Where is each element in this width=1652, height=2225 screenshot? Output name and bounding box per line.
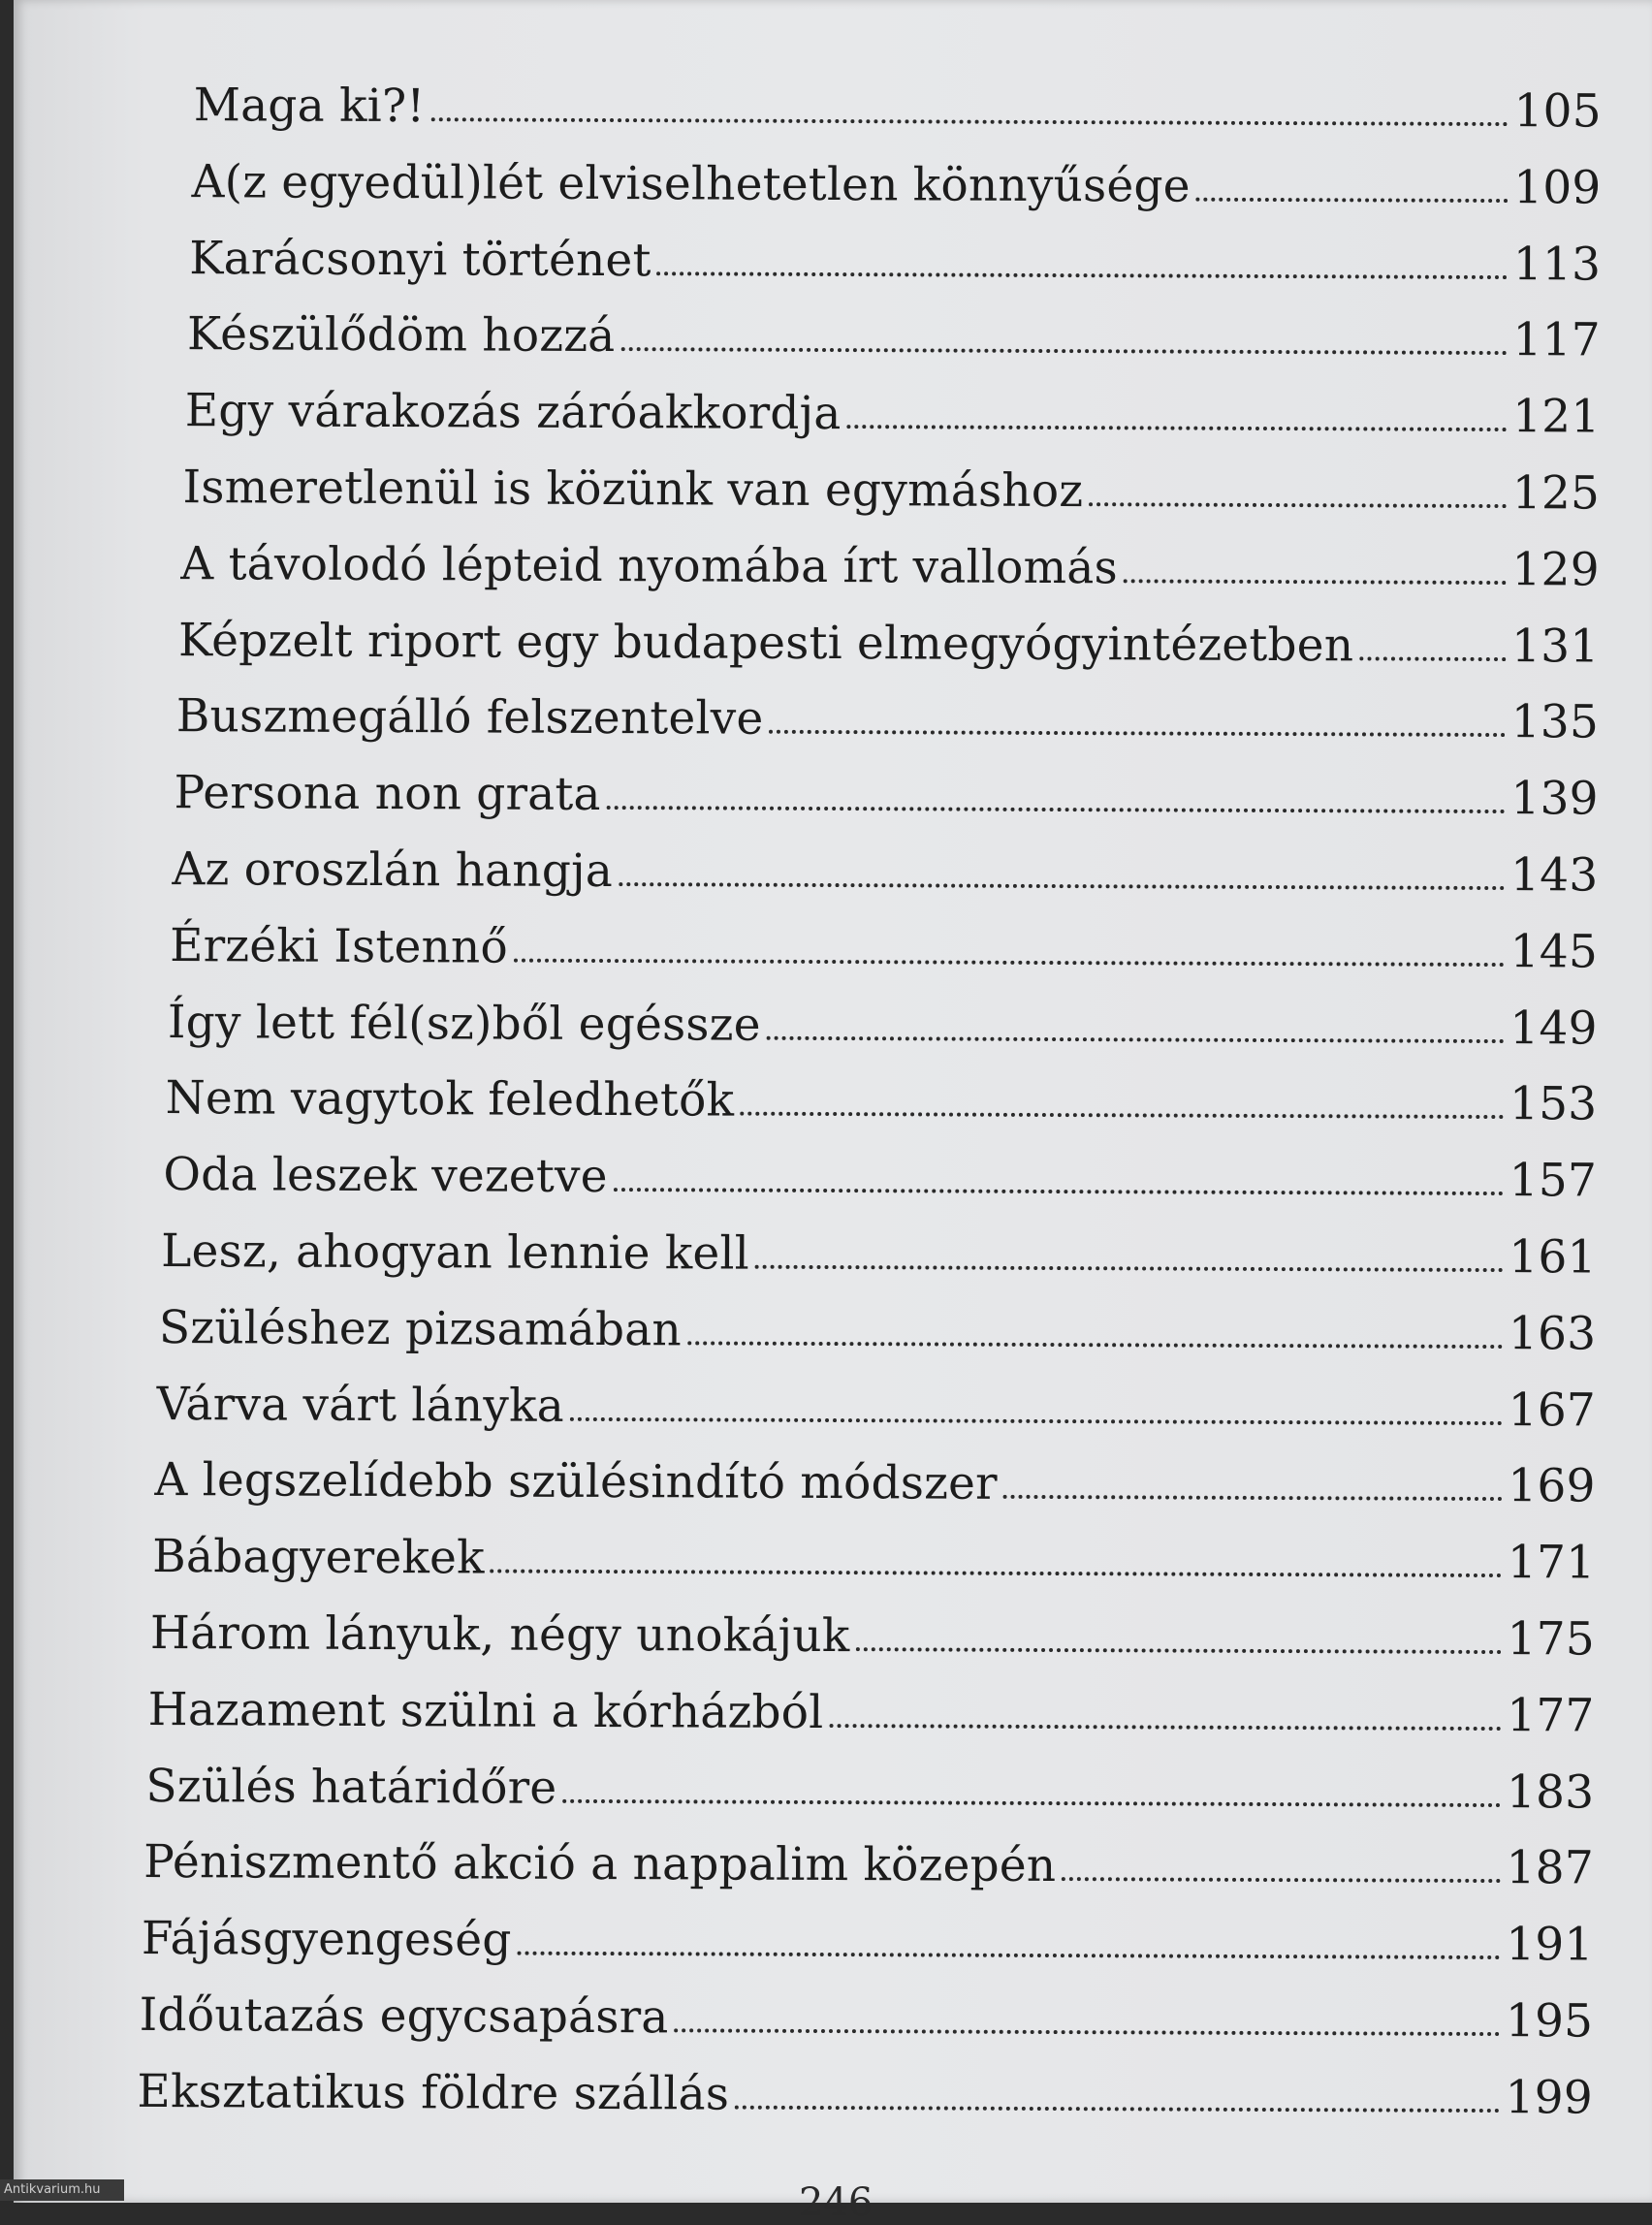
toc-entry — [180, 526, 1600, 609]
toc-entry — [148, 1672, 1595, 1755]
toc-entry-page-number: 129 — [1511, 542, 1600, 597]
toc-entry-title: Bábagyerekek — [152, 1530, 485, 1585]
toc-entry-page-number: 199 — [1505, 2070, 1593, 2125]
toc-entry-page-number: 121 — [1512, 390, 1601, 444]
dot-leader — [735, 2104, 1499, 2112]
toc-entry — [189, 221, 1601, 303]
toc-entry — [152, 1519, 1595, 1602]
toc-entry-page-number: 167 — [1508, 1383, 1597, 1438]
toc-entry-title: Oda leszek vezetve — [163, 1148, 608, 1204]
toc-entry-page-number: 175 — [1507, 1612, 1596, 1667]
toc-entry-page-number: 145 — [1509, 924, 1599, 979]
toc-entry-title: Szüléshez pizsamában — [158, 1300, 683, 1357]
dot-leader — [1062, 1876, 1500, 1883]
toc-entry-page-number: 149 — [1509, 1001, 1598, 1056]
toc-entry — [172, 832, 1598, 914]
dot-leader — [755, 1264, 1503, 1272]
toc-entry — [168, 985, 1598, 1067]
page-number: 246 — [799, 2180, 874, 2225]
dot-leader — [518, 1951, 1501, 1959]
toc-entry-title: Időutazás egycsapásra — [139, 1987, 669, 2045]
toc-entry — [174, 755, 1598, 838]
toc-entry-title: A legszelídebb szülésindító módszer — [154, 1453, 998, 1511]
dot-leader — [657, 270, 1508, 279]
toc-entry-title: Karácsonyi történet — [189, 231, 651, 287]
toc-entry — [170, 908, 1598, 991]
toc-entry-title: Eksztatikus földre szállás — [137, 2064, 730, 2121]
toc-entry-title: Érzéki Istennő — [170, 918, 509, 974]
toc-entry-page-number: 135 — [1510, 695, 1600, 749]
dot-leader — [687, 1340, 1503, 1349]
toc-entry-page-number: 143 — [1509, 848, 1599, 903]
toc-entry-title: Persona non grata — [174, 766, 601, 822]
dot-leader — [607, 805, 1506, 813]
toc-entry-title: Készülődöm hozzá — [186, 307, 616, 364]
dot-leader — [847, 424, 1508, 431]
dot-leader — [855, 1646, 1501, 1654]
toc-entry-title: A(z egyedül)lét elviselhetetlen könnyűsége — [191, 154, 1191, 213]
dot-leader — [829, 1723, 1501, 1731]
toc-entry — [145, 1748, 1594, 1830]
toc-entry — [137, 2054, 1593, 2137]
toc-entry-title: Hazament szülni a kórházból — [147, 1682, 824, 1739]
toc-entry-page-number: 163 — [1508, 1306, 1597, 1361]
toc-entry — [143, 1825, 1594, 1907]
toc-entry — [191, 144, 1601, 227]
toc-entry — [156, 1367, 1596, 1449]
toc-entry-page-number: 171 — [1507, 1536, 1596, 1590]
toc-entry-title: Képzelt riport egy budapesti elmegyógyintézetben — [177, 613, 1354, 672]
dot-leader — [491, 1569, 1502, 1578]
toc-entry — [154, 1443, 1596, 1525]
dot-leader — [1196, 196, 1508, 202]
dot-leader — [1359, 655, 1506, 661]
dot-leader — [614, 1187, 1504, 1195]
toc-entry-title: Három lányuk, négy unokájuk — [149, 1605, 850, 1664]
toc-entry — [163, 1137, 1597, 1220]
toc-entry-page-number: 113 — [1512, 237, 1602, 292]
toc-entry-page-number: 139 — [1510, 772, 1599, 826]
toc-entry-page-number: 109 — [1513, 160, 1602, 215]
toc-entry-page-number: 177 — [1507, 1688, 1595, 1743]
toc-entry-title: Buszmegálló felszentelve — [175, 689, 764, 747]
toc-entry-page-number: 105 — [1513, 84, 1602, 139]
dot-leader — [570, 1415, 1503, 1424]
toc-entry-title: Az oroszlán hangja — [172, 842, 614, 899]
dot-leader — [740, 1111, 1504, 1119]
toc-entry-title: A távolodó lépteid nyomába írt vallomás — [180, 536, 1118, 595]
toc-entry — [161, 1214, 1597, 1296]
toc-entry-title: Fájásgyengeség — [141, 1912, 512, 1967]
toc-entry-title: Így lett fél(sz)ből egéssze — [167, 995, 761, 1052]
toc-entry — [159, 1290, 1597, 1373]
toc-entry — [194, 68, 1602, 150]
dot-leader — [769, 729, 1505, 737]
toc-entry — [178, 603, 1600, 685]
toc-entry — [150, 1596, 1595, 1678]
toc-entry — [165, 1061, 1597, 1143]
toc-entry-page-number: 161 — [1509, 1230, 1597, 1285]
dot-leader — [514, 957, 1505, 966]
toc-entry-page-number: 187 — [1506, 1841, 1595, 1895]
toc-entry — [182, 450, 1600, 532]
toc-entry-page-number: 195 — [1505, 1994, 1594, 2049]
toc-entry-page-number: 131 — [1510, 619, 1600, 674]
toc-entry-title: Ismeretlenül is közünk van egymáshoz — [182, 461, 1084, 519]
dot-leader — [1089, 501, 1507, 508]
toc-entry — [176, 679, 1600, 761]
table-of-contents — [137, 68, 1602, 2137]
dot-leader — [1003, 1494, 1503, 1501]
dot-leader — [562, 1797, 1501, 1806]
toc-entry — [187, 298, 1601, 380]
dot-leader — [620, 346, 1507, 355]
toc-entry-page-number: 191 — [1506, 1918, 1594, 1972]
toc-entry-page-number: 157 — [1509, 1154, 1598, 1208]
toc-entry-page-number: 169 — [1508, 1459, 1596, 1513]
toc-entry-title: Péniszmentő akció a nappalim közepén — [143, 1835, 1057, 1893]
toc-entry — [140, 1978, 1594, 2060]
dot-leader — [430, 116, 1508, 126]
toc-entry-page-number: 117 — [1512, 313, 1601, 367]
dot-leader — [619, 881, 1505, 890]
toc-entry-page-number: 125 — [1511, 466, 1601, 521]
dot-leader — [767, 1034, 1505, 1042]
book-page — [14, 0, 1652, 2225]
toc-entry-title: Lesz, ahogyan lennie kell — [161, 1224, 750, 1281]
toc-entry-page-number: 183 — [1506, 1764, 1595, 1820]
toc-entry-title: Maga ki?! — [193, 79, 426, 134]
toc-entry-title: Nem vagytok feledhetők — [165, 1071, 735, 1128]
toc-entry-title: Egy várakozás záróakkordja — [184, 384, 842, 441]
dot-leader — [1124, 578, 1507, 585]
watermark: Antikvarium.hu — [0, 2179, 124, 2201]
toc-entry-title: Várva várt lányka — [156, 1377, 565, 1433]
toc-entry-page-number: 153 — [1509, 1077, 1598, 1131]
toc-entry — [185, 373, 1601, 456]
dot-leader — [674, 2027, 1499, 2036]
toc-entry — [142, 1901, 1594, 1984]
toc-entry-title: Szülés határidőre — [145, 1759, 557, 1815]
